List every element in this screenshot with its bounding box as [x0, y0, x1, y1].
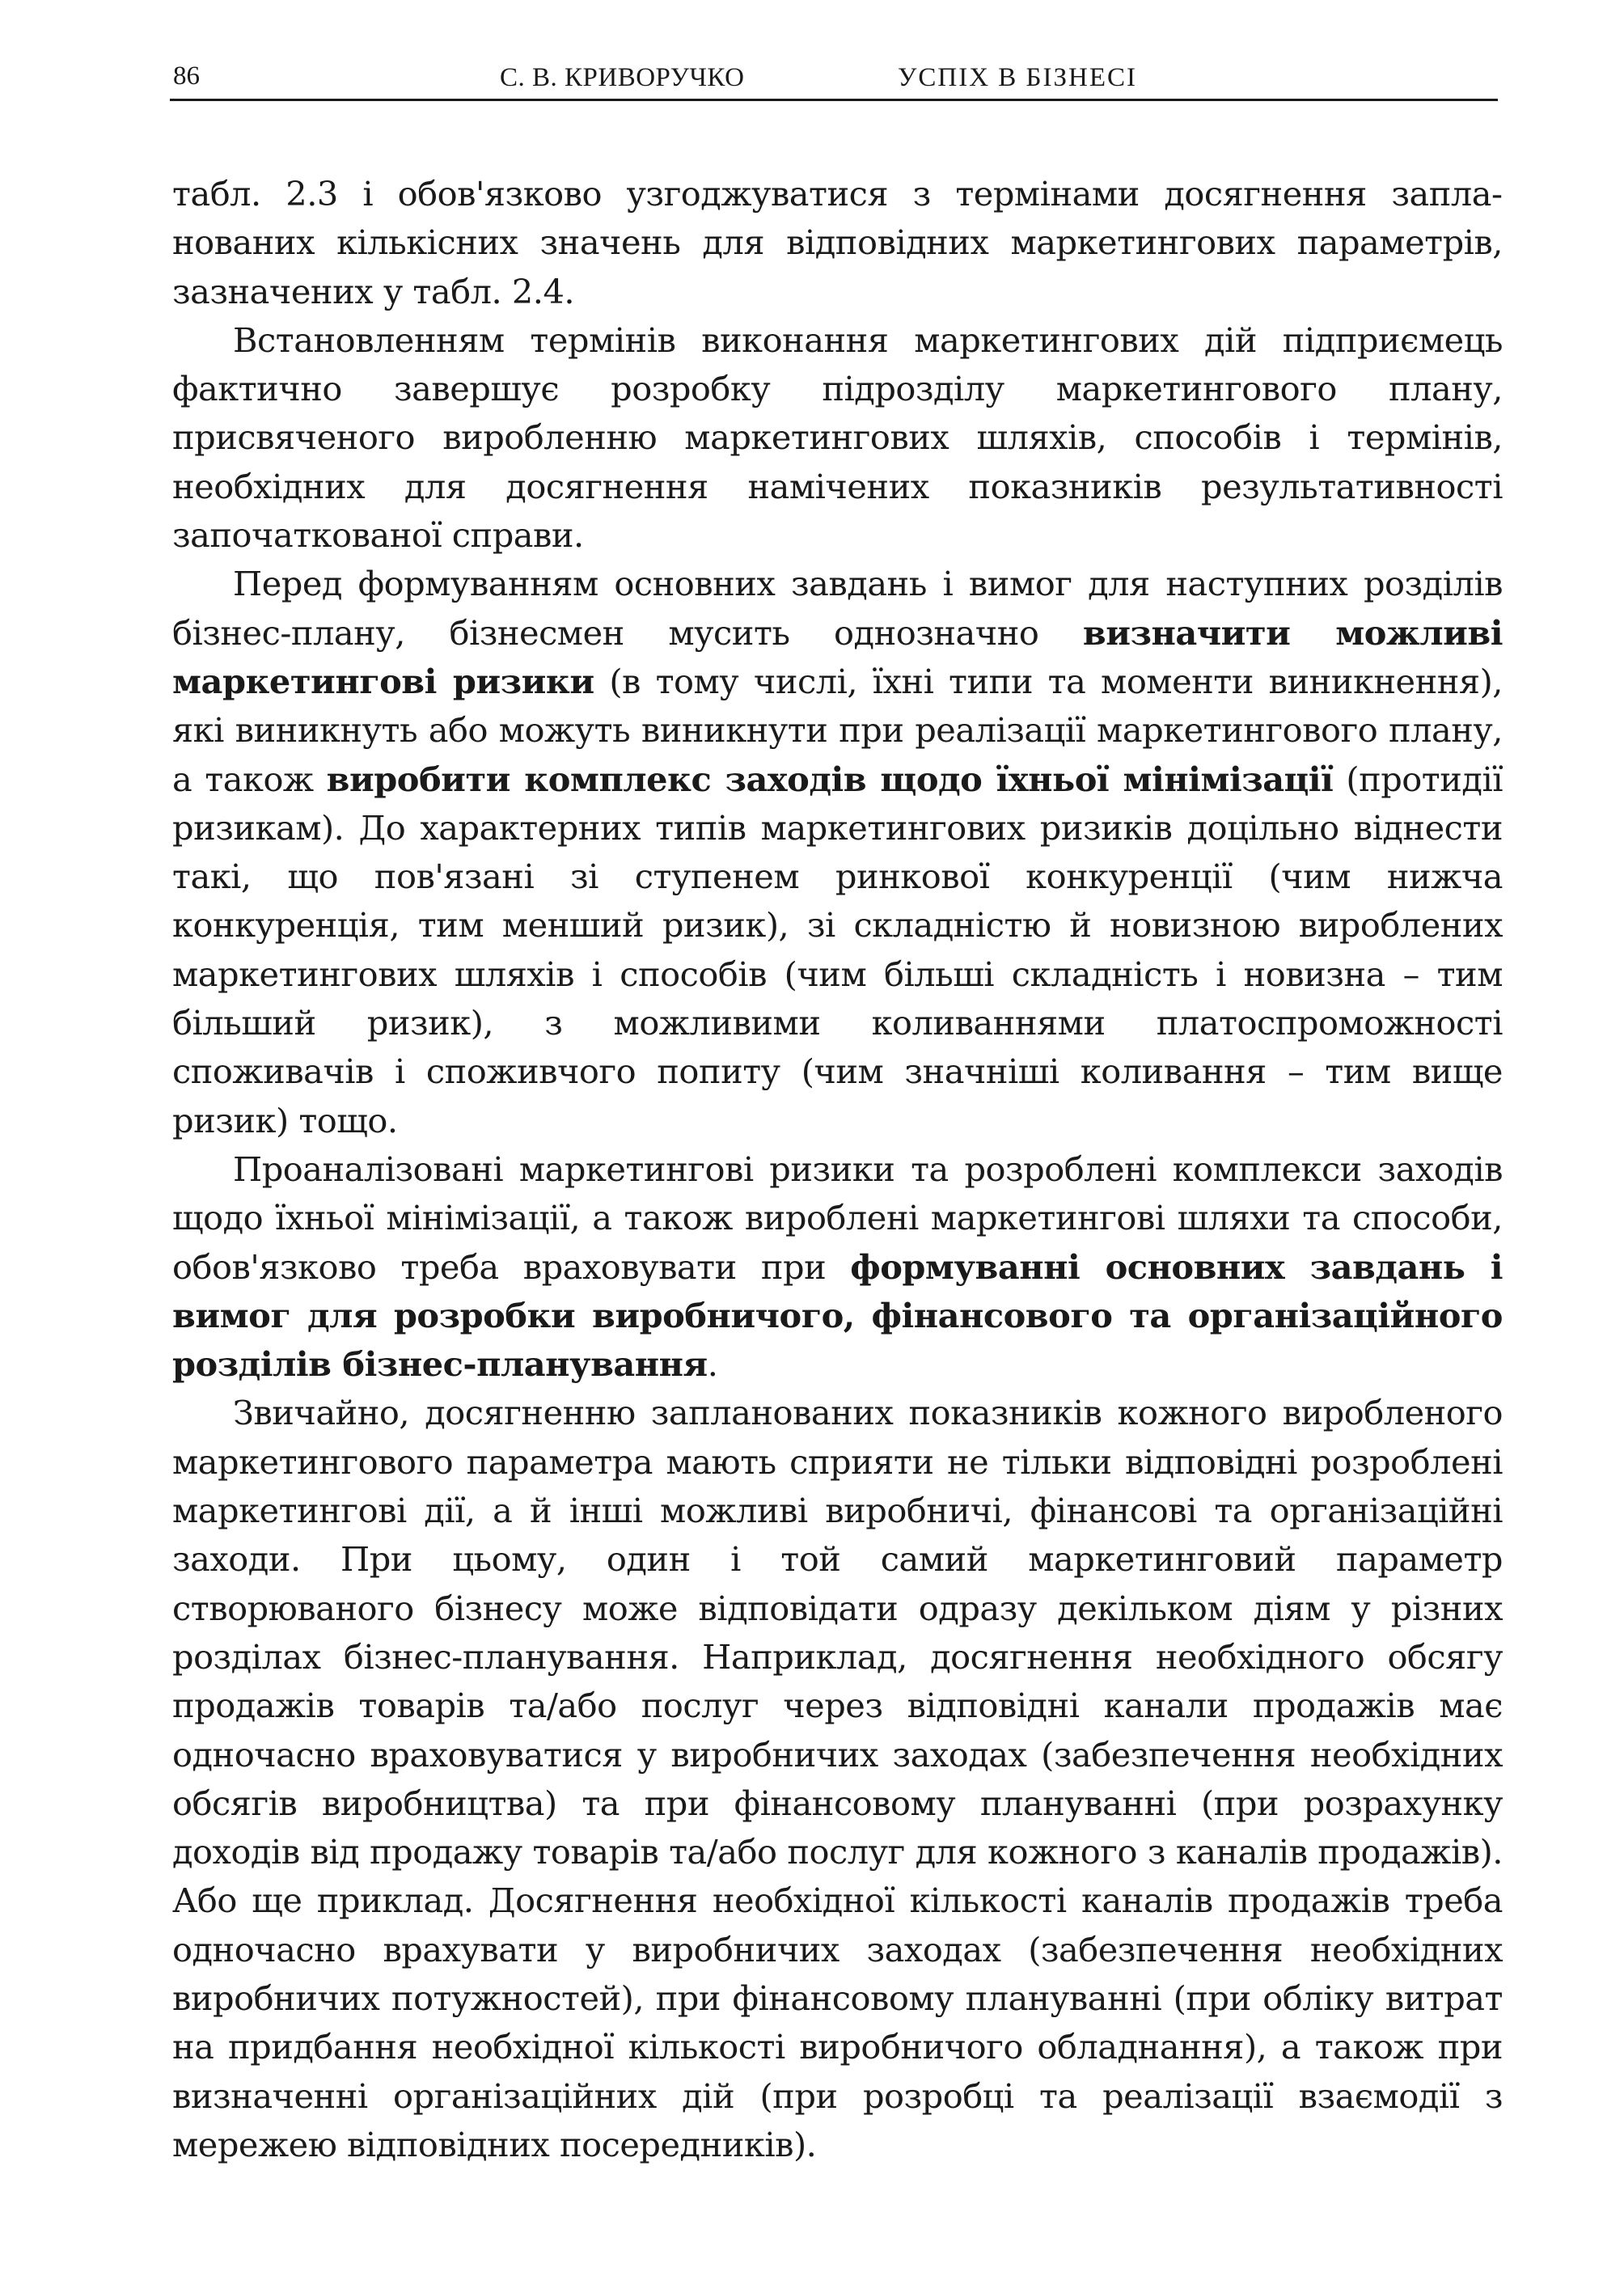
- text-run: Встановленням термінів виконання маркетингових дій підприємець фактично завершує розробку підрозділу маркетингового плану, присвяченого виробленню маркетингових шляхів, способів і термінів, необхідних для досягнення намічених показників результативності започаткованої справи.: [172, 319, 1503, 556]
- paragraph: [172, 170, 1503, 316]
- running-header: [170, 53, 1498, 101]
- text-run: Перед формуванням основних завдань і вимог для наступних розділів бізнес-плану, бізнесмен мусить однозначно: [172, 564, 1503, 653]
- bold-text-run: виробити комплекс заходів щодо їхньої мінімізації: [326, 759, 1334, 799]
- text-run: (протидії ризикам). До характерних типів маркетингових ризиків доцільно віднести такі, що пов'язані зі ступенем ринкової конкуренції (чим нижча конкуренція, тим менший ризик), зі складністю й новизною вироблених маркетингових шляхів і способів (чим більші складність і новизна – тим більший ризик), з можливими коливаннями платоспроможності споживачів і споживчого попиту (чим значніші коливання – тим вище ризик) тощо.: [172, 759, 1503, 1140]
- paragraph: [172, 1145, 1503, 1389]
- running-header-author: С. В. КРИВОРУЧКО: [500, 63, 745, 92]
- paragraph: [172, 560, 1503, 1145]
- page-number: 86: [173, 61, 200, 91]
- paragraph: [172, 316, 1503, 560]
- text-run: Проаналізовані маркетингові ризики та розроблені комплекси заходів щодо їхньої мінімізації, а також вироблені маркетингові шляхи та способи, обов'язково треба враховувати при: [172, 1149, 1503, 1287]
- running-header-title: УСПІХ В БІЗНЕСІ: [898, 63, 1137, 92]
- text-run: Звичайно, досягненню запланованих показників кожного виробленого маркетингового параметра мають сприяти не тільки відповідні розроблені маркетингові дії, а й інші можливі виробничі, фінансові та організаційні заходи. При цьому, один і той самий маркетинговий параметр створюваного бізнесу може відповідати одразу декільком діям у різних розділах бізнес-планування. Наприклад, досягнення необхідного обсягу продажів товарів та/або послуг через відповідні канали продажів має одночасно враховуватися у виробничих заходах (забезпечення необхідних обсягів виробництва) та при фінансовому плануванні (при розрахунку доходів від продажу товарів та/або послуг для кожного з каналів продажів). Або ще приклад. Досягнення необхідної кількості каналів продажів треба одночасно врахувати у виробничих заходах (забезпечення необхідних виробничих потужностей), при фінансовому плануванні (при обліку витрат на придбання необхідної кількості виробничого обладнання), а також при визначенні організаційних дій (при розробці та реалізації взаємодії з мережею відповідних посередників).: [172, 1393, 1503, 2164]
- text-run: (в тому числі, їхні типи та моменти виникнення), які виникнуть або можуть виникнути при реалізації маркетингового плану, а також: [172, 661, 1503, 799]
- paragraph: [172, 1389, 1503, 2169]
- bold-text-run: визначити можливі маркетингові ризики: [172, 612, 1503, 701]
- text-run: .: [707, 1344, 718, 1385]
- text-run: табл. 2.3 і обов'язково узгоджуватися з термінами досягнення запланованих кількісних значень для відповідних маркетингових параметрів, зазначених у табл. 2.4.: [172, 174, 1503, 311]
- body-text: [172, 170, 1503, 2169]
- bold-text-run: формуванні основних завдань і вимог для розробки виробничого, фінансового та організаційного розділів бізнес-планування: [172, 1246, 1503, 1385]
